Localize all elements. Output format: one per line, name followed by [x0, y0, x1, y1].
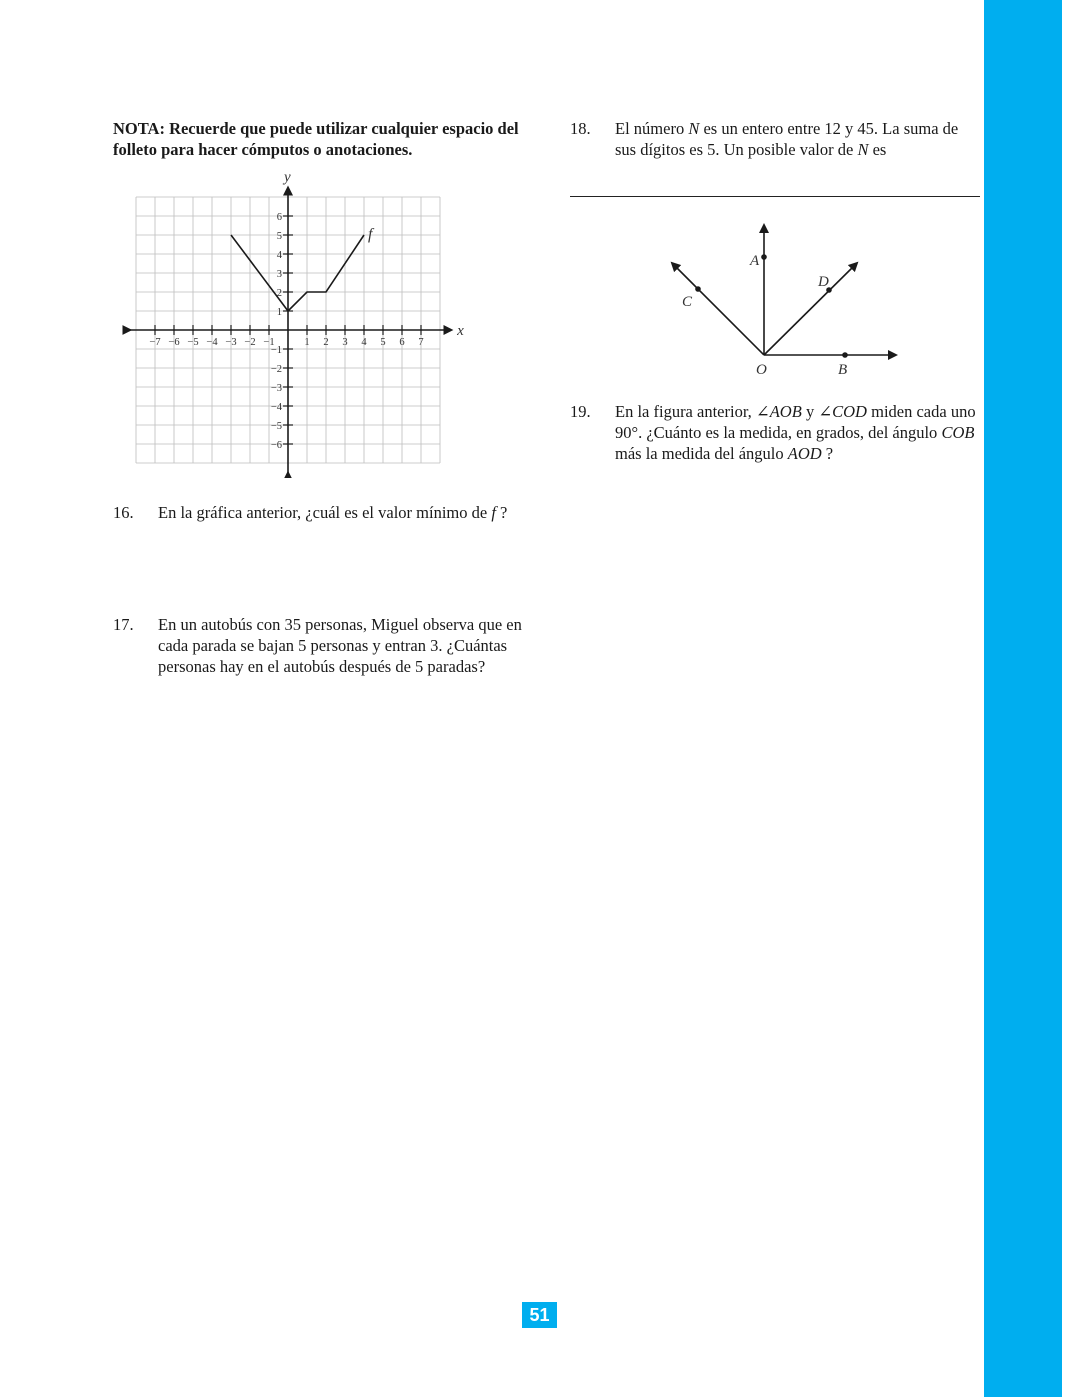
angle-figure: [650, 215, 910, 385]
x-tick-label: −3: [225, 337, 237, 348]
ray-OD: [764, 263, 857, 355]
x-tick-label: 7: [418, 337, 424, 348]
x-tick-label: 6: [399, 337, 405, 348]
label-C: C: [682, 294, 693, 310]
question-text: En un autobús con 35 personas, Miguel observa que en cada parada se bajan 5 personas y entran 3. ¿Cuántas personas hay en el autobús después de 5 paradas?: [158, 615, 522, 676]
y-tick-label: 4: [276, 250, 282, 261]
x-tick-label: 1: [304, 337, 310, 348]
x-tick-label: −2: [244, 337, 256, 348]
label-D: D: [818, 274, 829, 290]
note-text: NOTA: Recuerde que puede utilizar cualquier espacio del folleto para hacer cómputos o anotaciones.: [113, 119, 519, 159]
x-tick-label: 5: [380, 337, 386, 348]
x-tick-label: 2: [323, 337, 329, 348]
question-text: En la gráfica anterior, ¿cuál es el valor mínimo de f ?: [158, 503, 508, 522]
x-tick-label: −1: [263, 337, 275, 348]
y-tick-label: 3: [276, 269, 282, 280]
y-tick-label: −1: [270, 345, 282, 356]
question-number: 17.: [113, 615, 134, 634]
y-tick-label: 5: [276, 231, 282, 242]
x-tick-label: −6: [168, 337, 180, 348]
y-tick-label: 6: [276, 212, 282, 223]
x-axis-label: x: [457, 323, 464, 339]
label-A: A: [750, 253, 760, 269]
label-B: B: [838, 362, 848, 378]
x-tick-label: 3: [342, 337, 348, 348]
x-tick-label: −7: [149, 337, 161, 348]
function-graph: [120, 168, 480, 478]
y-tick-label: −5: [270, 421, 282, 432]
answer-line: [570, 196, 980, 197]
y-tick-label: −4: [270, 402, 282, 413]
page-number: 51: [522, 1302, 557, 1328]
y-axis-label: y: [284, 169, 291, 186]
point-A: [761, 254, 767, 260]
y-tick-label: 2: [276, 288, 282, 299]
y-tick-label: −3: [270, 383, 282, 394]
label-O: O: [756, 362, 767, 378]
function-label: f: [368, 226, 373, 243]
point-B: [842, 352, 848, 358]
question-number: 19.: [570, 402, 591, 421]
question-number: 18.: [570, 119, 591, 138]
side-color-bar: [984, 0, 1062, 1397]
y-tick-label: −2: [270, 364, 282, 375]
point-C: [695, 286, 701, 292]
y-tick-label: −6: [270, 440, 282, 451]
x-tick-label: −5: [187, 337, 199, 348]
question-text: En la figura anterior, ∠AOB y ∠COD miden cada uno 90°. ¿Cuánto es la medida, en grados, del ángulo COB más la medida del ángulo AOD ?: [615, 402, 976, 463]
y-tick-label: 1: [276, 307, 282, 318]
x-tick-label: 4: [361, 337, 367, 348]
question-number: 16.: [113, 503, 134, 522]
x-tick-label: −4: [206, 337, 218, 348]
question-text: El número N es un entero entre 12 y 45. La suma de sus dígitos es 5. Un posible valor de N es: [615, 119, 959, 159]
